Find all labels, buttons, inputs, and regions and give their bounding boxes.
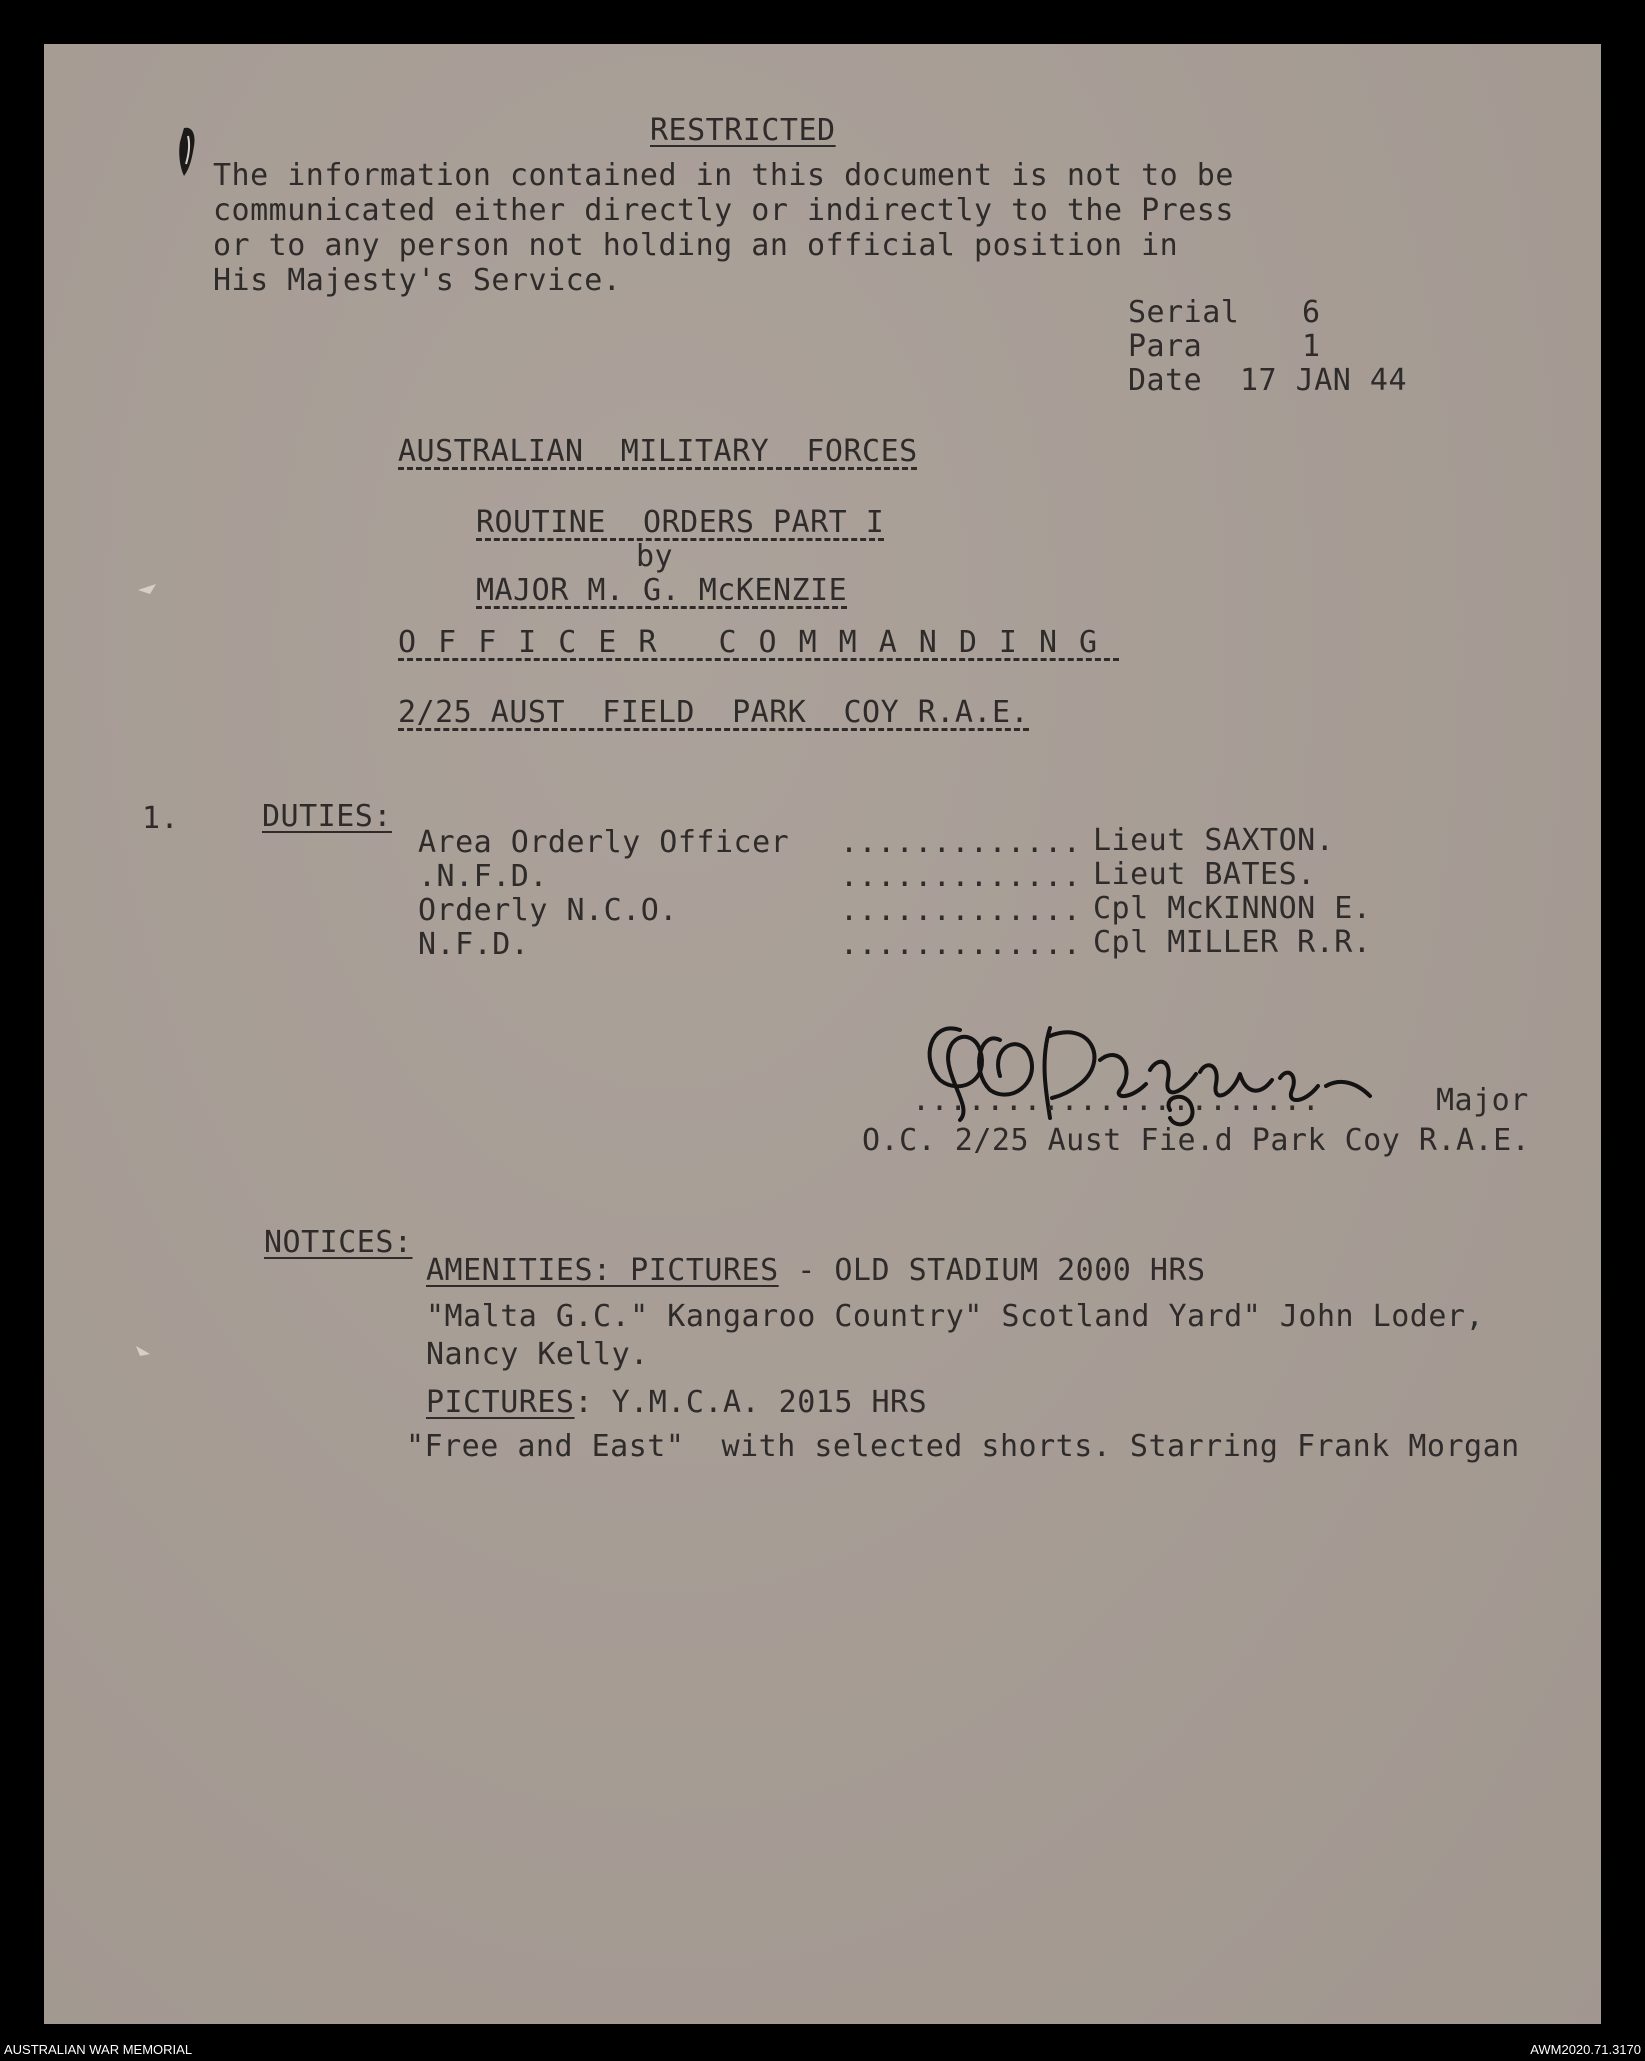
pictures-rest: : Y.M.C.A. 2015 HRS (574, 1385, 928, 1420)
serial-label: Serial (1128, 295, 1240, 330)
title-major-name: MAJOR M. G. McKENZIE (476, 573, 848, 608)
amenities-rest: - OLD STADIUM 2000 HRS (778, 1253, 1206, 1288)
para-label: Para (1128, 329, 1203, 364)
notices-heading: NOTICES: (264, 1225, 413, 1260)
duty-leader-4: ............. (840, 927, 1082, 962)
duty-role-1: Area Orderly Officer (418, 825, 790, 860)
serial-value: 6 (1302, 295, 1321, 330)
pictures-line (426, 1385, 928, 1420)
para-value: 1 (1302, 329, 1321, 364)
classification-heading: RESTRICTED (650, 113, 836, 148)
title-routine-orders: ROUTINE ORDERS PART I (476, 505, 885, 540)
notice-line-4: His Majesty's Service. (213, 263, 622, 298)
duty-role-4: N.F.D. (418, 927, 530, 962)
film2-line: "Free and East" with selected shorts. Starring Frank Morgan (406, 1429, 1520, 1464)
duty-leader-1: ............. (840, 825, 1082, 860)
pictures-label: PICTURES (426, 1385, 575, 1420)
title-unit: 2/25 AUST FIELD PARK COY R.A.E. (398, 695, 1030, 730)
duty-leader-2: ............. (840, 859, 1082, 894)
notice-line-3: or to any person not holding an official position in (213, 228, 1179, 263)
duty-role-3: Orderly N.C.O. (418, 893, 678, 928)
duty-name-1: Lieut SAXTON. (1093, 823, 1335, 858)
signature-unit: O.C. 2/25 Aust Fie.d Park Coy R.A.E. (862, 1123, 1531, 1158)
duty-name-3: Cpl McKINNON E. (1093, 891, 1372, 926)
duty-name-2: Lieut BATES. (1093, 857, 1316, 892)
duty-name-4: Cpl MILLER R.R. (1093, 925, 1372, 960)
duty-leader-3: ............. (840, 893, 1082, 928)
signature-dots: ...................... (912, 1083, 1321, 1118)
staple-mark-2 (132, 1340, 156, 1362)
handwritten-signature (900, 1000, 1420, 1140)
films-line-1: "Malta G.C." Kangaroo Country" Scotland Yard" John Loder, (426, 1299, 1485, 1334)
duties-heading: DUTIES: (262, 799, 392, 834)
title-forces: AUSTRALIAN MILITARY FORCES (398, 434, 918, 469)
date-value: 17 JAN 44 (1240, 363, 1408, 398)
amenities-label: AMENITIES: PICTURES (426, 1253, 779, 1288)
punch-hole-mark (170, 124, 210, 194)
title-by: by (636, 539, 674, 574)
archive-footer-left: AUSTRALIAN WAR MEMORIAL (4, 2042, 193, 2057)
duties-number: 1. (142, 801, 180, 836)
films-line-2: Nancy Kelly. (426, 1337, 649, 1372)
archive-footer-right: AWM2020.71.3170 (1530, 2042, 1641, 2057)
notice-line-2: communicated either directly or indirectly to the Press (213, 193, 1234, 228)
staple-mark-1 (136, 580, 160, 602)
signature-rank: Major (1436, 1083, 1529, 1118)
title-officer-commanding: OFFICER COMMANDING (398, 625, 1120, 660)
amenities-line (426, 1253, 1206, 1288)
duty-role-2: .N.F.D. (418, 859, 548, 894)
notice-line-1: The information contained in this document is not to be (213, 158, 1234, 193)
date-label: Date (1128, 363, 1203, 398)
